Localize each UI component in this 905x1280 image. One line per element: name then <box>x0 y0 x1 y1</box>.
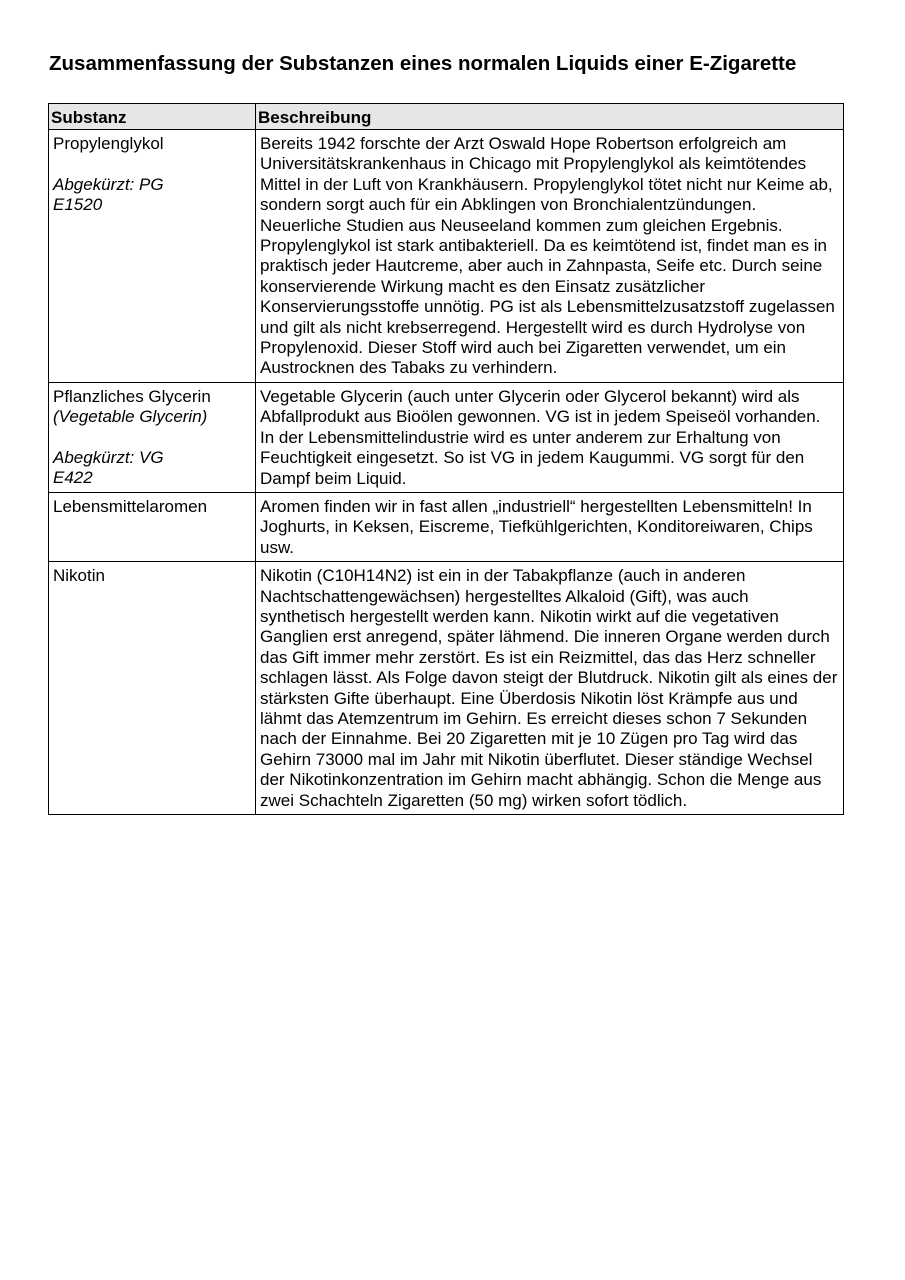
description-cell <box>256 562 844 815</box>
substance-description: Vegetable Glycerin (auch unter Glycerin oder Glycerol bekannt) wird als Abfallprodukt aus Bioölen gewonnen. VG ist in jedem Speiseöl vorhanden. In der Lebensmittelindustrie wird es unter anderem zur Erhaltung von Feuchtigkeit eingesetzt. So ist VG in jedem Kaugummi. VG sorgt für den Dampf beim Liquid. <box>260 386 821 488</box>
substance-name: Pflanzliches Glycerin <box>53 386 211 406</box>
column-header-substance: Substanz <box>49 104 256 130</box>
substance-alias: (Vegetable Glycerin) <box>53 407 208 427</box>
substance-e-number: E1520 <box>53 195 103 215</box>
substance-name: Lebensmittelaromen <box>53 496 208 516</box>
substance-description: Bereits 1942 forschte der Arzt Oswald Hope Robertson erfolgreich am Universitätskrankenhaus in Chicago mit Propylenglykol als keimtötendes Mittel in der Luft von Krankhäusern. Propylenglykol tötet nicht nur Keime ab, sondern sorgt auch für ein Abklingen von Bronchialentzündungen. Neuerliche Studien aus Neuseeland kommen zum gleichen Ergebnis. Propylenglykol ist stark antibakteriell. Da es keimtötend ist, findet man es in praktisch jeder Hautcreme, aber auch in Zahnpasta, Seife etc. Durch seine konservierende Wirkung macht es den Einsatz zusätzlicher Konservierungsstoffe unnötig. PG ist als Lebensmittelzusatzstoff zugelassen und gilt als nicht krebserregend. Hergestellt wird es durch Hydrolyse von Propylenoxid. Dieser Stoff wird auch bei Zigaretten verwendet, um ein Austrocknen des Tabaks zu verhindern. <box>260 134 835 378</box>
substance-cell <box>49 130 256 383</box>
substance-e-number: E422 <box>53 468 93 488</box>
substance-abbreviation: Abegkürzt: VG <box>53 448 164 468</box>
description-cell <box>256 130 844 383</box>
column-header-description: Beschreibung <box>256 104 844 130</box>
substance-cell <box>49 562 256 815</box>
substance-cell <box>49 492 256 561</box>
page-title: Zusammenfassung der Substanzen eines normalen Liquids einer E-Zigarette <box>49 52 797 75</box>
table-row <box>49 130 844 383</box>
description-cell <box>256 382 844 492</box>
table-row <box>49 492 844 561</box>
table-header-row <box>49 104 844 130</box>
substance-abbreviation: Abgekürzt: PG <box>53 174 164 194</box>
substance-description: Aromen finden wir in fast allen „industriell“ hergestellten Lebensmitteln! In Joghurts, in Keksen, Eiscreme, Tiefkühlgerichten, Konditoreiwaren, Chips usw. <box>260 496 813 557</box>
table-row <box>49 562 844 815</box>
substance-description: Nikotin (C10H14N2) ist ein in der Tabakpflanze (auch in anderen Nachtschattengewächsen) hergestelltes Alkaloid (Gift), was auch synthetisch hergestellt werden kann. Nikotin wirkt auf die vegetativen Ganglien erst anregend, später lähmend. Die inneren Organe werden durch das Gift immer mehr zerstört. Es ist ein Reizmittel, das das Herz schneller schlagen lässt. Als Folge davon steigt der Blutdruck. Nikotin gilt als eines der stärksten Gifte überhaupt. Eine Überdosis Nikotin löst Krämpfe aus und lähmt das Atemzentrum im Gehirn. Es erreicht dieses schon 7 Sekunden nach der Einnahme. Bei 20 Zigaretten mit je 10 Zügen pro Tag wird das Gehirn 73000 mal im Jahr mit Nikotin überflutet. Dieser ständige Wechsel der Nikotinkonzentration im Gehirn macht abhängig. Schon die Menge aus zwei Schachteln Zigaretten (50 mg) wirken sofort tödlich. <box>260 566 838 810</box>
substance-name: Nikotin <box>53 566 105 586</box>
substance-name: Propylenglykol <box>53 134 164 153</box>
table-row <box>49 382 844 492</box>
substance-cell <box>49 382 256 492</box>
description-cell <box>256 492 844 561</box>
substances-table <box>48 103 844 815</box>
